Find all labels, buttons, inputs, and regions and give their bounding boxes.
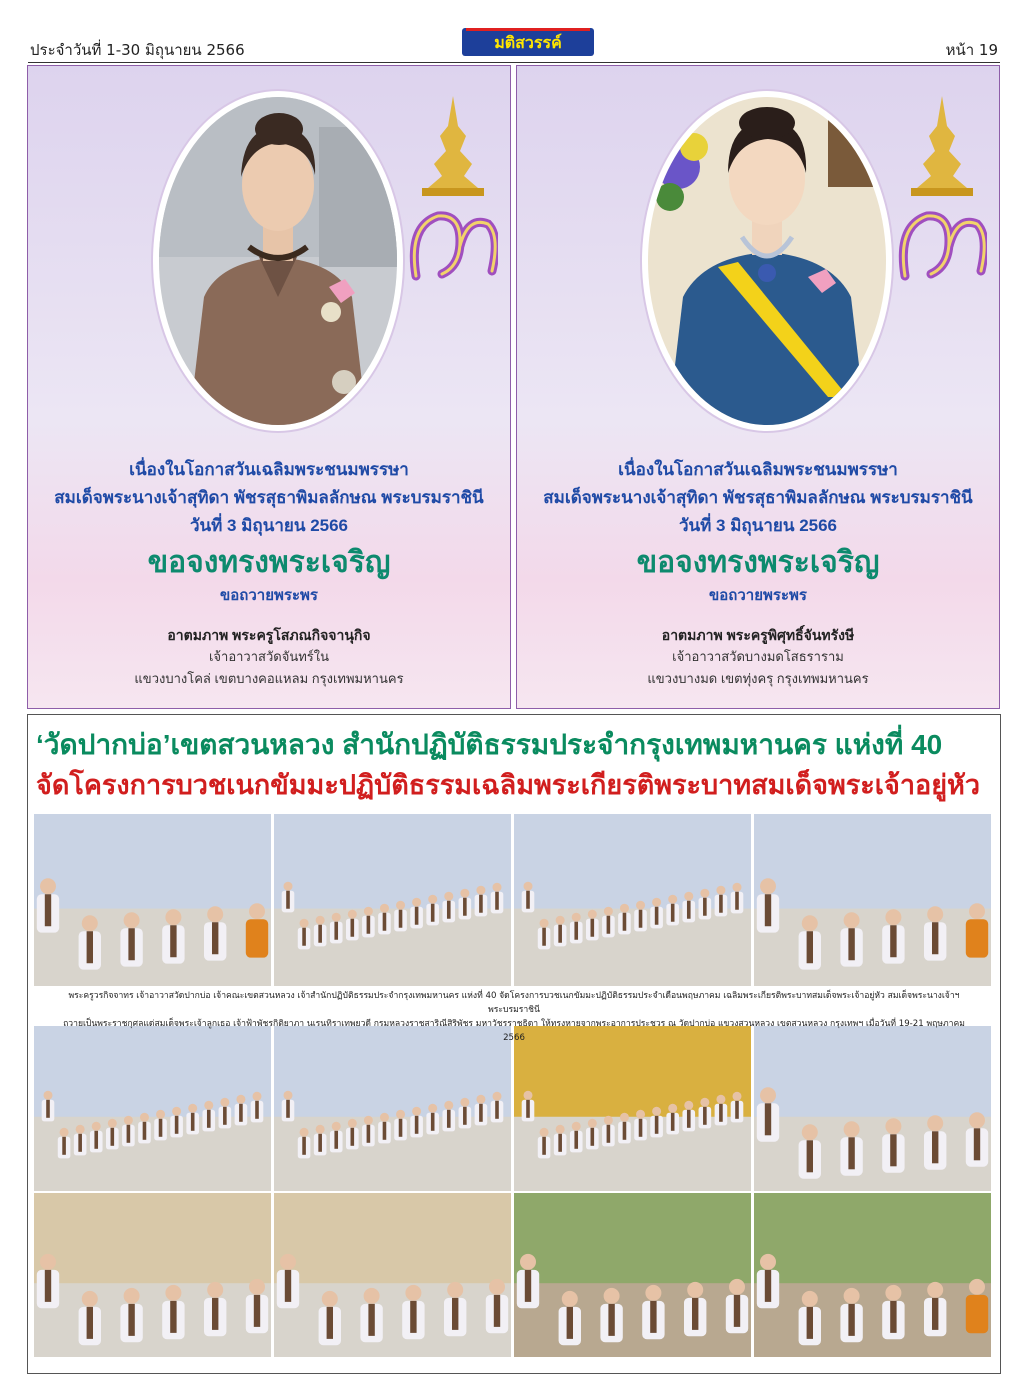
- event-photo-yellow-stage: [514, 1026, 751, 1191]
- tribute-card-left: [27, 65, 511, 709]
- donor-address: แขวงบางมด เขตทุ่งครุ กรุงเทพมหานคร: [647, 671, 869, 686]
- event-photo-walking: [274, 1026, 511, 1191]
- photo-caption: [56, 989, 972, 1045]
- tribute-text: [28, 456, 510, 690]
- date-line: วันที่ 3 มิถุนายน 2566: [189, 516, 349, 535]
- event-photo-walking: [34, 1026, 271, 1191]
- queen-name-line: สมเด็จพระนางเจ้าสุทิดา พัชรสุธาพิมลลักษณ พระบรมราชินี: [543, 488, 973, 507]
- issue-date: ประจำวันที่ 1-30 มิถุนายน 2566: [30, 41, 245, 59]
- blessing-subline: ขอถวายพระพร: [709, 587, 807, 604]
- news-story: [27, 714, 1001, 1374]
- page-header: [28, 28, 1000, 63]
- donor-name: อาตมภาพ พระครูพิศุทธิ์จันทรังษี: [661, 627, 855, 643]
- blessing-headline: ขอจงทรงพระเจริญ: [147, 546, 391, 579]
- portrait-photo: [648, 97, 886, 425]
- tribute-text: [517, 456, 999, 690]
- event-photo-garden-seated: [514, 1193, 751, 1357]
- donor-role: เจ้าอาวาสวัดบางมดโสธราราม: [672, 649, 844, 664]
- event-photo-hall-rows: [514, 814, 751, 986]
- donor-address: แขวงบางโคล่ เขตบางคอแหลม กรุงเทพมหานคร: [134, 671, 404, 686]
- queen-name-line: สมเด็จพระนางเจ้าสุทิดา พัชรสุธาพิมลลักษณ พระบรมราชินี: [54, 488, 484, 507]
- page-number: หน้า 19: [945, 41, 998, 59]
- event-photo-monk-throne: [754, 814, 991, 986]
- event-photo-alms-offering: [754, 1193, 991, 1357]
- event-photo-chanting: [754, 1026, 991, 1191]
- blessing-headline: ขอจงทรงพระเจริญ: [636, 546, 880, 579]
- caption-line: ถวายเป็นพระราชกุศลแด่สมเด็จพระเจ้าลูกเธอ เจ้าฟ้าพัชรกิติยาภา นเรนทิราเทพยวดี กรมหลวงราชสาริณีสิริพัชร มหาวัชรราชธิดา ให้ทรงหายจากพระอาการประชวร ณ วัดปากบ่อ แขวงสวนหลวง เขตสวนหลวง กรุงเทพฯ เมื่อวันที่ 19-21 พฤษภาคม 2566: [63, 1019, 965, 1043]
- blessing-subline: ขอถวายพระพร: [220, 587, 318, 604]
- event-photo-standing-group: [274, 1193, 511, 1357]
- portrait-photo: [159, 97, 397, 425]
- donor-role: เจ้าอาวาสวัดจันทร์ใน: [208, 649, 330, 664]
- date-line: วันที่ 3 มิถุนายน 2566: [678, 516, 838, 535]
- logo-text: มติสวรรค์: [494, 33, 562, 52]
- story-headline: ‘วัดปากบ่อ’เขตสวนหลวง สำนักปฏิบัติธรรมประจำกรุงเทพมหานคร แห่งที่ 40: [36, 729, 943, 760]
- event-photo-monk-offering: [34, 814, 271, 986]
- caption-line: พระครูวรกิจจาทร เจ้าอาวาสวัดปากบ่อ เจ้าคณะเขตสวนหลวง เจ้าสำนักปฏิบัติธรรมประจำกรุงเทพมหานคร แห่งที่ 40 จัดโครงการบวชเนกขัมมะปฏิบัติธรรมประจำเดือนพฤษภาคม เฉลิมพระเกียรติพระบาทสมเด็จพระเจ้าอยู่หัว สมเด็จพระนางเจ้าฯ พระบรมราชินี: [68, 991, 960, 1015]
- donor-name: อาตมภาพ พระครูโสภณกิจจานุกิจ: [167, 627, 371, 643]
- story-subheadline: จัดโครงการบวชเนกขัมมะปฏิบัติธรรมเฉลิมพระเกียรติพระบาทสมเด็จพระเจ้าอยู่หัว: [36, 770, 981, 800]
- occasion-line: เนื่องในโอกาสวันเฉลิมพระชนมพรรษา: [129, 460, 409, 479]
- newspaper-logo: [462, 28, 594, 56]
- event-photo-standing-group: [34, 1193, 271, 1357]
- occasion-line: เนื่องในโอกาสวันเฉลิมพระชนมพรรษา: [618, 460, 898, 479]
- event-photo-hall-rows: [274, 814, 511, 986]
- royal-emblem-icon: [897, 96, 987, 296]
- tribute-card-right: [516, 65, 1000, 709]
- royal-emblem-icon: [408, 96, 498, 296]
